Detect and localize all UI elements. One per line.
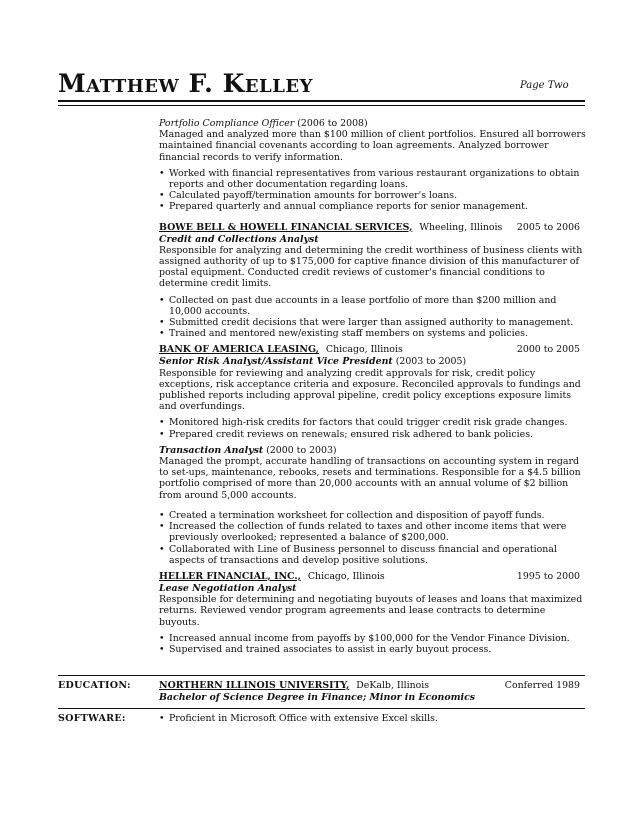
job3-employer [159, 571, 587, 583]
job2-description2: Managed the prompt, accurate handling of transactions on accounting system in regard to set-ups, maintenance, rebooks, resets and terminations. Responsible for a $4.5 billion portfolio comprised of more than 20,000 accounts with an annual volume of $2 billion from around 5,000 accounts. [159, 456, 581, 501]
job2-employer [159, 344, 587, 356]
education-location: DeKalb, Illinois [356, 680, 430, 691]
bullet-item: • Supervised and trained associates to assist in early buyout process. [159, 644, 587, 655]
job0-description: Managed and analyzed more than $100 million of client portfolios. Ensured all borrowers maintained financial covenants according to loan agreements. Analyzed borrower financial records to verify information. [159, 129, 586, 163]
job2-title-line [159, 356, 587, 367]
job0-title-line [159, 118, 587, 129]
job1-company: BOWE BELL & HOWELL FINANCIAL SERVICES, [159, 221, 413, 233]
job3-company: HELLER FINANCIAL, INC., [159, 570, 301, 582]
job0-title: Portfolio Compliance Officer [159, 118, 295, 129]
education-degree: Bachelor of Science Degree in Finance; Minor in Economics [159, 692, 476, 703]
bullet-item: • Increased annual income from payoffs by $100,000 for the Vendor Finance Division. [159, 633, 587, 644]
job2-title2: Transaction Analyst [159, 444, 264, 456]
job2-years: 2000 to 2005 [516, 344, 580, 356]
bullet-item: • Worked with financial representatives from various restaurant organizations to obtain reports and other documentation regarding loans. [159, 168, 587, 190]
bullet-item: • Prepared quarterly and annual compliance reports for senior management. [159, 201, 587, 212]
job3-years: 1995 to 2000 [516, 570, 580, 582]
bullet-item: • Collaborated with Line of Business personnel to discuss financial and operational aspects of transactions and develop positive solutions. [159, 544, 587, 566]
job2-bullets2 [159, 510, 587, 566]
job0-bullets [159, 168, 587, 213]
resume-name: Matthew F. Kelley [58, 69, 313, 98]
software-label: SOFTWARE: [58, 713, 126, 724]
bullet-item: • Created a termination worksheet for collection and disposition of payoff funds. [159, 510, 587, 521]
job0-years: (2006 to 2008) [297, 118, 368, 129]
job3-title: Lease Negotiation Analyst [159, 582, 297, 594]
bullet-item: • Submitted credit decisions that were larger than assigned authority to management. [159, 317, 587, 328]
education-label: EDUCATION: [58, 680, 131, 691]
job2-bullets [159, 417, 587, 439]
education-conferred: Conferred 1989 [504, 680, 580, 691]
job1-title: Credit and Collections Analyst [159, 233, 319, 245]
job1-years: 2005 to 2006 [516, 221, 580, 233]
education-rule [58, 675, 585, 676]
bullet-item: • Prepared credit reviews on renewals; ensured risk adhered to bank policies. [159, 429, 587, 440]
job2-title-years: (2003 to 2005) [395, 356, 467, 368]
job2-title: Senior Risk Analyst/Assistant Vice President [159, 356, 393, 368]
bullet-item: • Collected on past due accounts in a lease portfolio of more than $200 million and 10,000 accounts. [159, 295, 587, 317]
header-rule-thin [58, 105, 585, 106]
software-rule [58, 708, 585, 709]
job2-description: Responsible for reviewing and analyzing credit approvals for risk, credit policy exceptions, risk acceptance criteria and exposure. Reconciled approvals to fundings and published reports including approval pipeline, credit policy exceptions exposure limits and overfundings. [159, 367, 581, 413]
bullet-item: • Increased the collection of funds related to taxes and other income items that were previously overlooked; represented a balance of $200,000. [159, 521, 587, 543]
education-school: NORTHERN ILLINOIS UNIVERSITY, [159, 680, 350, 691]
job1-bullets [159, 295, 587, 340]
education-school-row [159, 680, 587, 692]
job1-location: Wheeling, Illinois [419, 221, 503, 233]
job1-employer [159, 222, 587, 234]
job3-location: Chicago, Illinois [307, 570, 385, 582]
bullet-item: • Proficient in Microsoft Office with extensive Excel skills. [159, 713, 587, 724]
bullet-item: • Calculated payoff/termination amounts for borrower's loans. [159, 190, 587, 201]
job3-description: Responsible for determining and negotiating buyouts of leases and loans that maximized returns. Reviewed vendor program agreements and lease contracts to determine buyouts. [159, 594, 583, 628]
education-section [159, 680, 587, 703]
software-section [159, 713, 587, 724]
job2-title2-line [159, 445, 587, 456]
job2-company: BANK OF AMERICA LEASING, [159, 344, 319, 356]
job2-location: Chicago, Illinois [325, 344, 403, 356]
job1-description: Responsible for analyzing and determining the credit worthiness of business clients with assigned authority of up to $175,000 for captive finance division of this manufacturer of postal equipment. Conducted credit reviews of customer's financial conditions to determine credit limits. [159, 244, 583, 290]
job2-title2-years: (2000 to 2003) [266, 444, 337, 456]
job3-bullets [159, 633, 587, 655]
bullet-item: • Monitored high-risk credits for factors that could trigger credit risk grade changes. [159, 417, 587, 428]
bullet-item: • Trained and mentored new/existing staff members on systems and policies. [159, 328, 587, 339]
software-bullets [159, 713, 587, 724]
experience-section [159, 118, 587, 655]
header-rule-thick [58, 100, 585, 102]
page-label: Page Two [520, 80, 569, 91]
